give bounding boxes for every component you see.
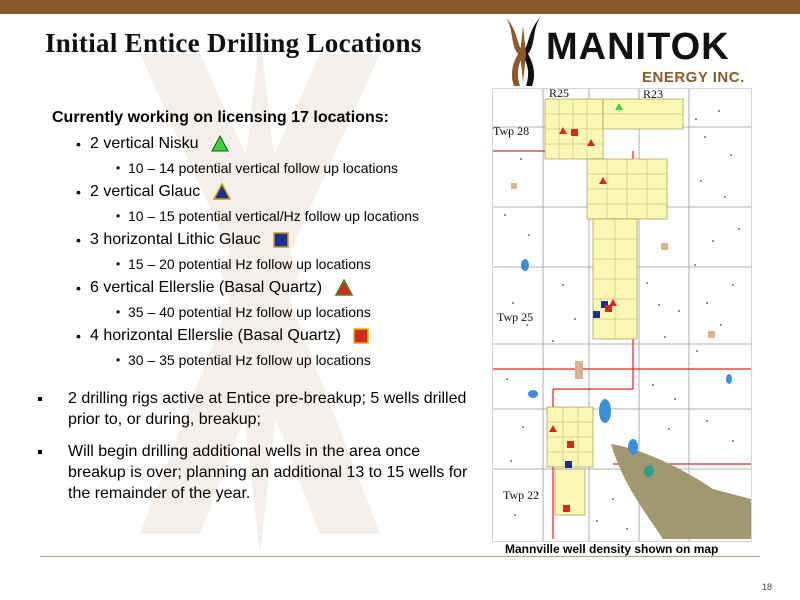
company-logo <box>500 16 785 86</box>
location-list <box>76 134 419 374</box>
location-followup: • 10 – 15 potential vertical/Hz follow up locations <box>116 206 419 226</box>
map-range-label: R23 <box>643 89 664 101</box>
page-title: Initial Entice Drilling Locations <box>45 28 422 58</box>
page-number: 18 <box>762 582 773 592</box>
location-item <box>76 134 419 178</box>
blue-square-icon <box>273 232 289 248</box>
map-caption: Mannville well density shown on map <box>505 542 719 556</box>
logo-wordmark: MANITOK <box>546 26 730 68</box>
location-label: 4 horizontal Ellerslie (Basal Quartz) <box>90 327 341 344</box>
blue-triangle-icon <box>213 183 231 200</box>
logo-emblem-icon <box>500 16 546 88</box>
location-label: 6 vertical Ellerslie (Basal Quartz) <box>90 279 323 296</box>
location-followup: • 10 – 14 potential vertical follow up locations <box>116 158 419 178</box>
footer-divider <box>40 556 760 557</box>
logo-subtitle: ENERGY INC. <box>642 69 745 86</box>
status-bullet: Will begin drilling additional wells in the area once breakup is over; planning an additional 13 to 15 wells for the remainder of the year. <box>36 441 476 504</box>
map-range-label: R25 <box>549 89 570 100</box>
location-item <box>76 278 419 322</box>
status-bullet: 2 drilling rigs active at Entice pre-breakup; 5 wells drilled prior to, or during, breakup; <box>36 388 476 430</box>
location-item <box>76 182 419 226</box>
status-bullets <box>36 388 476 515</box>
map-township-label: Twp 28 <box>493 124 530 138</box>
location-followup: • 30 – 35 potential Hz follow up locations <box>116 350 419 370</box>
green-triangle-icon <box>211 135 229 152</box>
map-township-label: Twp 22 <box>503 488 540 502</box>
location-label: 2 vertical Glauc <box>90 183 201 200</box>
location-label: 3 horizontal Lithic Glauc <box>90 231 261 248</box>
location-followup: • 35 – 40 potential Hz follow up locations <box>116 302 419 322</box>
red-triangle-icon <box>335 279 353 296</box>
top-accent-bar <box>0 0 800 14</box>
location-followup: • 15 – 20 potential Hz follow up locations <box>116 254 419 274</box>
well-density-map <box>492 88 752 542</box>
location-label: 2 vertical Nisku <box>90 135 199 152</box>
location-item <box>76 326 419 370</box>
licensing-heading: Currently working on licensing 17 locations: <box>52 109 389 126</box>
map-canvas <box>493 89 751 541</box>
location-item <box>76 230 419 274</box>
map-township-label: Twp 25 <box>497 310 534 324</box>
red-square-icon <box>353 328 369 344</box>
